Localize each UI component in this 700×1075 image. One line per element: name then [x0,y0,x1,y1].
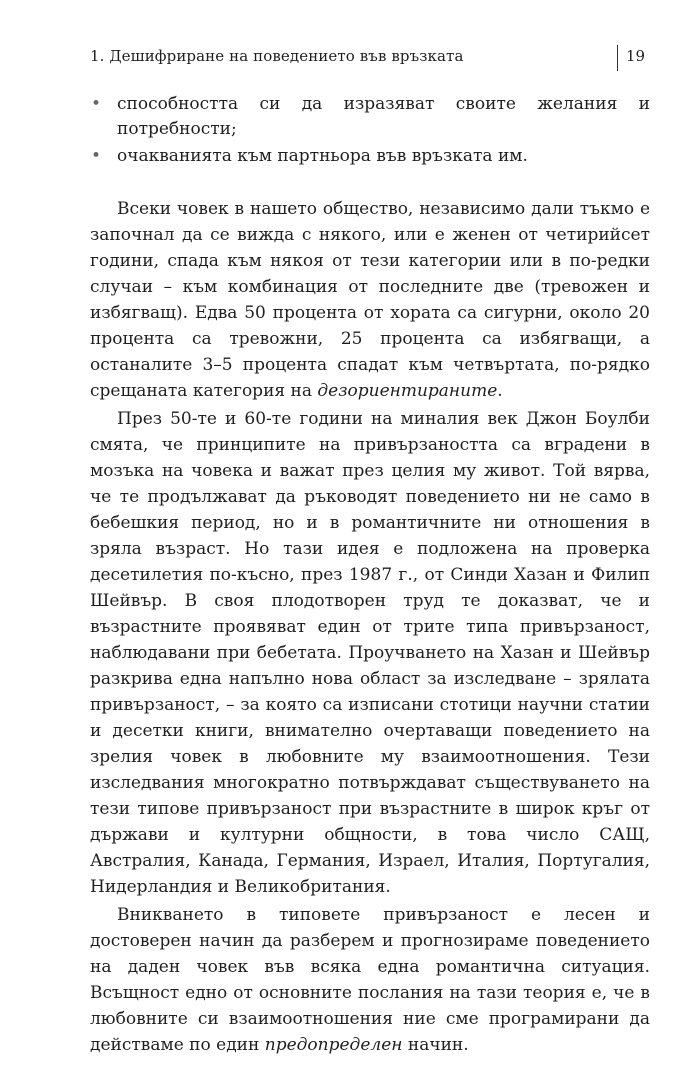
page-body [90,92,650,1058]
body-paragraph [90,196,650,404]
paragraph-text: Всеки човек в нашето общество, независимо дали тъкмо е започнал да се вижда с някого, или е женен от четирийсет години, спада към някоя от тези категории или в по-редки случаи – към комбинация от последните две (тревожен и избягващ). Едва 50 процента от хората са сигурни, около 20 процента са тревожни, 25 процента са избягващи, а останалите 3–5 процента спадат към четвъртата, по-рядко срещаната категория на [90,199,650,401]
italic-term: дезориентираните [317,381,498,401]
paragraph-text-end: . [497,381,503,401]
paragraph-text: През 50-те и 60-те години на миналия век Джон Боулби смята, че принципите на привързаността са вградени в мозъка на човека и важат през целия му живот. Той вярва, че те продължават да ръководят поведението ни не само в бебешкия период, но и в романтичните ни отношения в зряла възраст. Но тази идея е подложена на проверка десетилетия по-късно, през 1987 г., от Синди Хазан и Филип Шейвър. В своя плодотворен труд те доказват, че и възрастните проявяват един от трите типа привързаност, наблюдавани при бебетата. Проучването на Хазан и Шейвър разкрива една напълно нова област за изследване – зрялата привързаност, – за която са изписани стотици научни статии и десетки книги, внимателно очертаващи поведението на зрелия човек в любовните му взаимоотношения. Тези изследвания многократно потвърждават съществуването на тези типове привързаност при възрастните в широк кръг от държави и културни общности, в това число САЩ, Австралия, Канада, Германия, Израел, Италия, Португалия, Нидерландия и Великобритания. [90,409,650,897]
chapter-title: 1. Дешифриране на поведението във връзката [90,47,464,65]
page-number: 19 [626,47,646,65]
bullet-icon: • [91,146,102,166]
bullet-text: очакванията към партньора във връзката им. [117,146,528,166]
header-divider [617,45,618,71]
bullet-item [90,144,650,169]
body-paragraph [90,406,650,900]
paragraph-text-end: начин. [402,1035,469,1055]
bullet-icon: • [91,94,102,114]
bullet-text: способността си да изразяват своите желания и потребности; [117,94,650,139]
bullet-list [90,92,650,169]
body-paragraph [90,902,650,1058]
running-header [90,47,650,75]
bullet-item [90,92,650,142]
paragraph-text: Вникването в типовете привързаност е лесен и достоверен начин да разберем и прогнозираме поведението на даден човек във всяка една романтична ситуация. Всъщност едно от основните послания на тази теория е, че в любовните си взаимоотношения ние сме програмирани да действаме по един [90,905,650,1055]
italic-term: предопределен [264,1035,403,1055]
